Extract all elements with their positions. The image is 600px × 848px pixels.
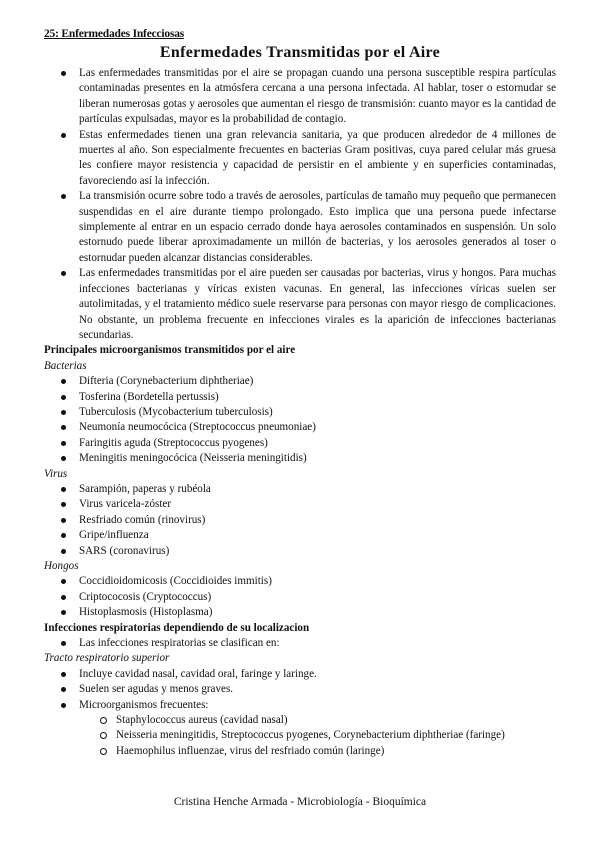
upper-tract-list bbox=[44, 667, 556, 713]
sub-list-item: Haemophilus influenzae, virus del resfriado común (laringe) bbox=[44, 744, 556, 759]
list-item: SARS (coronavirus) bbox=[44, 544, 556, 559]
intro-list bbox=[44, 66, 556, 343]
list-item: Meningitis meningocócica (Neisseria meningitidis) bbox=[44, 451, 556, 466]
upper-tract-microorganisms-list bbox=[44, 713, 556, 759]
fungi-list bbox=[44, 574, 556, 620]
infections-intro-list bbox=[44, 636, 556, 651]
page-footer: Cristina Henche Armada - Microbiología - Bioquímica bbox=[173, 796, 427, 808]
list-item: Histoplasmosis (Histoplasma) bbox=[44, 605, 556, 620]
list-item: Criptococosis (Cryptococcus) bbox=[44, 590, 556, 605]
intro-bullet: Las enfermedades transmitidas por el aire pueden ser causadas por bacterias, virus y hongos. Para muchas infecciones bacterianas y víricas existen vacunas. En general, las infecciones víricas suelen ser autolimitadas, y el tratamiento médico suele reservarse para personas con mayor riesgo de complicaciones. No obstante, un problema frecuente en infecciones virales es la aparición de infecciones bacterianas secundarias. bbox=[44, 266, 556, 343]
section-label: 25: Enfermedades Infecciosas bbox=[44, 28, 185, 40]
list-item: Difteria (Corynebacterium diphtheriae) bbox=[44, 374, 556, 389]
infections-heading: Infecciones respiratorias dependiendo de su localizacion bbox=[44, 621, 310, 634]
intro-bullet: Las enfermedades transmitidas por el aire se propagan cuando una persona susceptible respira partículas contaminadas presentes en la atmósfera cercana a una persona infectada. Al hablar, toser o estornudar se liberan numerosas gotas y aerosoles que aumentan el riesgo de transmisión: cuanto mayor es la cantidad de partículas expulsadas, mayor es la probabilidad de contagio. bbox=[44, 66, 556, 128]
list-item: Virus varicela-zóster bbox=[44, 497, 556, 512]
bacteria-list bbox=[44, 374, 556, 466]
list-item: Sarampión, paperas y rubéola bbox=[44, 482, 556, 497]
document-body bbox=[44, 66, 556, 759]
fungi-label: Hongos bbox=[44, 560, 79, 572]
list-item: Tosferina (Bordetella pertussis) bbox=[44, 390, 556, 405]
upper-tract-label: Tracto respiratorio superior bbox=[44, 652, 170, 665]
sub-list-item: Staphylococcus aureus (cavidad nasal) bbox=[44, 713, 556, 728]
virus-list bbox=[44, 482, 556, 559]
list-item: Neumonía neumocócica (Streptococcus pneumoniae) bbox=[44, 420, 556, 435]
microorganisms-heading: Principales microorganismos transmitidos por el aire bbox=[44, 344, 296, 357]
list-item: Tuberculosis (Mycobacterium tuberculosis) bbox=[44, 405, 556, 420]
list-item: Gripe/influenza bbox=[44, 528, 556, 543]
list-item: Suelen ser agudas y menos graves. bbox=[44, 682, 556, 697]
sub-list-item: Neisseria meningitidis, Streptococcus pyogenes, Corynebacterium diphtheriae (faringe) bbox=[44, 728, 556, 743]
virus-label: Virus bbox=[44, 467, 68, 480]
list-item: Resfriado común (rinovirus) bbox=[44, 513, 556, 528]
list-item: Coccidioidomicosis (Coccidioides immitis) bbox=[44, 574, 556, 589]
page-title: Enfermedades Transmitidas por el Aire bbox=[159, 44, 441, 61]
list-item: Faringitis aguda (Streptococcus pyogenes) bbox=[44, 436, 556, 451]
intro-bullet: La transmisión ocurre sobre todo a través de aerosoles, partículas de tamaño muy pequeño que permanecen suspendidas en el aire durante tiempo prolongado. Esto implica que una persona puede infectarse simplemente al entrar en un espacio cerrado donde haya aerosoles contaminados en suspensión. Un solo estornudo puede liberar aproximadamente un millón de bacterias, y los aerosoles generados al toser o estornudar pueden alcanzar distancias considerables. bbox=[44, 189, 556, 266]
list-item: Las infecciones respiratorias se clasifican en: bbox=[44, 636, 556, 651]
list-item: Microorganismos frecuentes: bbox=[44, 698, 556, 713]
list-item: Incluye cavidad nasal, cavidad oral, faringe y laringe. bbox=[44, 667, 556, 682]
bacteria-label: Bacterias bbox=[44, 359, 87, 372]
intro-bullet: Estas enfermedades tienen una gran relevancia sanitaria, ya que producen alrededor de 4 millones de muertes al año. Son especialmente frecuentes en bacterias Gram positivas, cuya pared celular más gruesa les confiere mayor resistencia y capacidad de persistir en el ambiente y en superficies contaminadas, favoreciendo así la infección. bbox=[44, 128, 556, 190]
